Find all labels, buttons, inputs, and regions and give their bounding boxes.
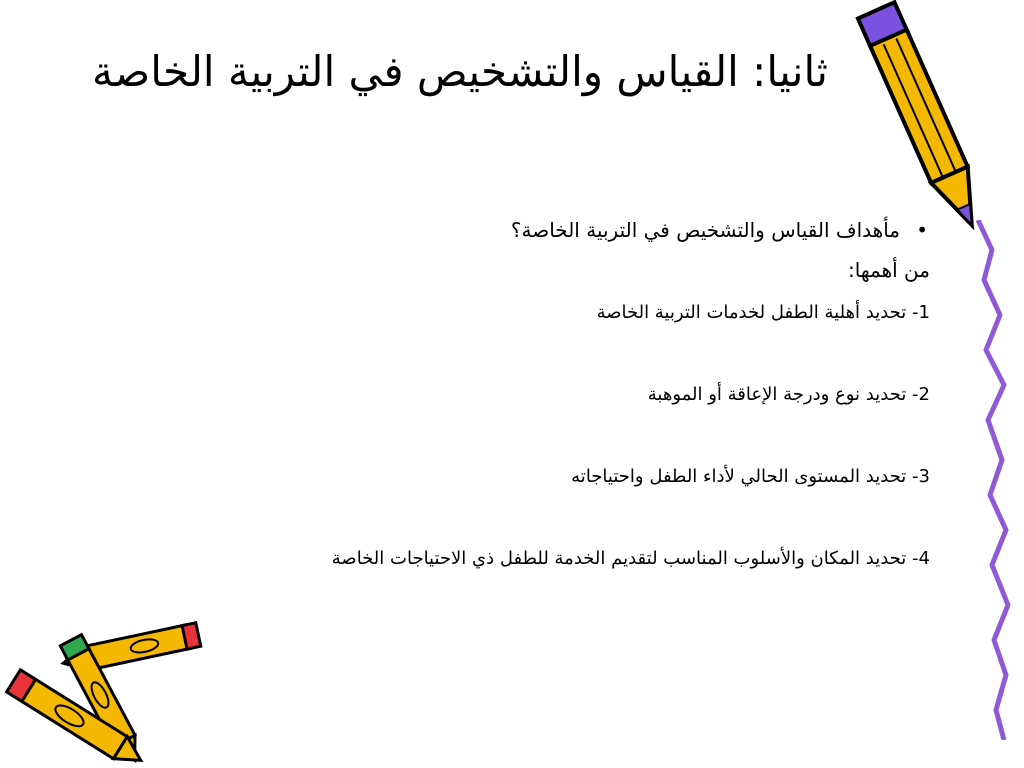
bullet-question: [190, 212, 930, 252]
intro-text: من أهمها:: [847, 258, 930, 282]
slide-title: ثانيا: القياس والتشخيص في التربية الخاصة: [92, 47, 828, 96]
list-item: 1- تحديد أهلية الطفل لخدمات التربية الخاصة: [596, 302, 930, 323]
list-item: 4- تحديد المكان والأسلوب المناسب لتقديم الخدمة للطفل ذي الاحتياجات الخاصة: [331, 548, 930, 569]
pencils-group-icon: [0, 615, 210, 765]
wavy-line-icon: [960, 220, 1024, 740]
bullet-dot-icon: •: [916, 218, 928, 242]
list-item: 3- تحديد المستوى الحالي لأداء الطفل واحتياجاته: [571, 466, 930, 487]
bullet-text: مأهداف القياس والتشخيص في التربية الخاصة؟: [510, 218, 900, 242]
slide-content: [190, 212, 930, 626]
pencil-icon: [850, 0, 1000, 250]
objectives-list: [190, 298, 930, 626]
list-item: 2- تحديد نوع ودرجة الإعاقة أو الموهبة: [647, 384, 930, 405]
